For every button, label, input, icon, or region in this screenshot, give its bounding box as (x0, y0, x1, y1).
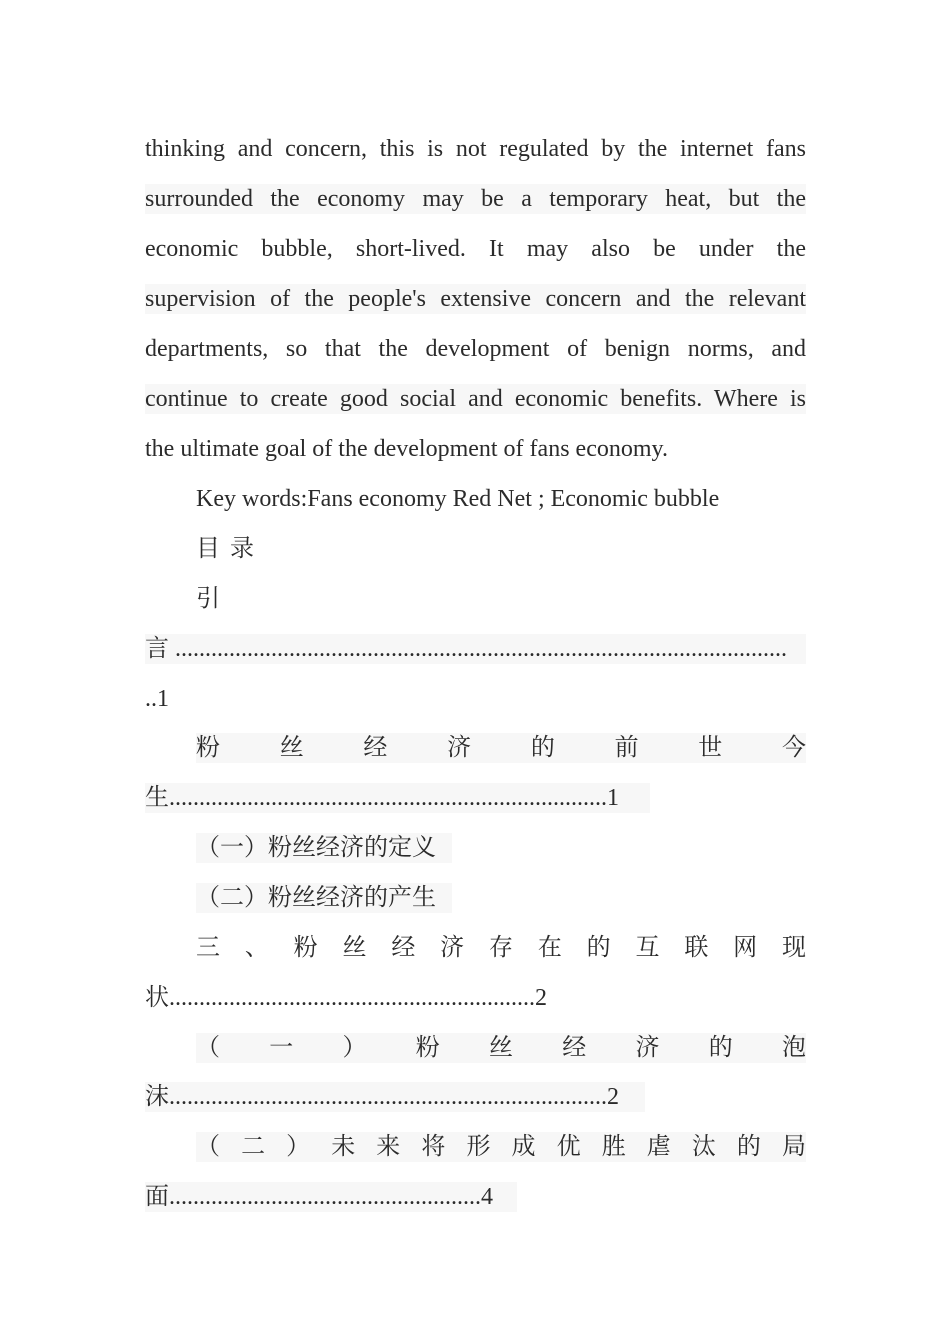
toc-entry: （一）粉丝经济的定义 (196, 833, 452, 863)
abstract-line: departments, so that the development of benign norms, and (145, 336, 806, 362)
toc-entry: 面....................................................4 (145, 1182, 517, 1212)
abstract-line: thinking and concern, this is not regulated by the internet fans (145, 136, 806, 162)
toc-entry: 言 ...................................................................................................... (145, 634, 806, 664)
abstract-line: the ultimate goal of the development of fans economy. (145, 436, 668, 462)
toc-heading: 目 录 (196, 536, 256, 562)
toc-entry: （ 二 ） 未 来 将 形 成 优 胜 虐 汰 的 局 (196, 1134, 806, 1160)
abstract-line: surrounded the economy may be a temporary heat, but the (145, 186, 806, 212)
toc-entry: 状.............................................................2 (145, 985, 547, 1011)
toc-entry: 引 (196, 586, 220, 612)
abstract-line: continue to create good social and economic benefits. Where is (145, 386, 806, 412)
abstract-line: economic bubble, short-lived. It may also be under the (145, 236, 806, 262)
keywords: Key words:Fans economy Red Net ; Economic bubble (196, 486, 720, 512)
abstract-line: supervision of the people's extensive concern and the relevant (145, 286, 806, 312)
toc-entry: （二）粉丝经济的产生 (196, 883, 452, 913)
toc-entry: 粉 丝 经 济 的 前 世 今 (196, 735, 806, 761)
toc-entry: （ 一 ） 粉 丝 经 济 的 泡 (196, 1035, 806, 1061)
toc-entry: 沫.........................................................................2 (145, 1082, 645, 1112)
toc-entry: 三 、 粉 丝 经 济 存 在 的 互 联 网 现 (196, 935, 806, 961)
toc-entry: 生.........................................................................1 (145, 783, 650, 813)
toc-entry: ..1 (145, 686, 169, 712)
